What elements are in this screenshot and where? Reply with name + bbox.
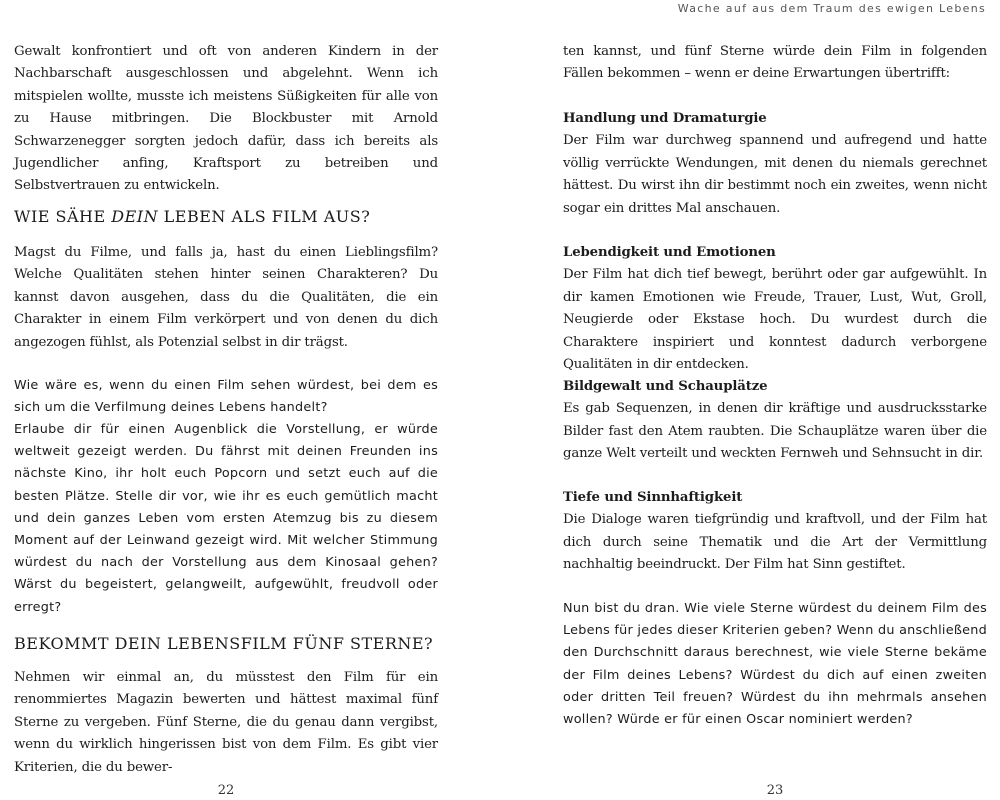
exercise-visualization: Erlaube dir für einen Augenblick die Vorstellung, er würde weltweit gezeigt werden. Du fährst mit deinen Freunden ins nächste Kino, ihr holt euch Popcorn und setzt euch auf die besten Plätze. Stelle dir vor, wie ihr es euch gemütlich macht und dein ganzes Leben vom ersten Atemzug bis zu diesem Moment auf der Leinwand gezeigt wird. Mit welcher Stimmung würdest du nach der Vorstellung aus dem Kinosaal gehen? Wärst du begeistert, gelangweilt, aufgewühlt, freudvoll oder erregt? [14,422,438,615]
section-heading-film [14,207,438,226]
page-number-right: 23 [766,783,784,798]
intro-paragraph: Gewalt konfrontiert und oft von anderen Kindern in der Nachbarschaft ausgeschlossen und abgelehnt. Wenn ich mitspielen wollte, musste ich meistens Süßigkeiten für alle von zu Hause mitbringen. Die Blockbuster mit Arnold Schwarzenegger sorgten jedoch dafür, dass ich bereits als Jugendlicher anfing, Kraftsport zu betreiben und Selbstvertrauen zu entwickeln. [14,44,438,194]
heading-emphasis: DEIN [111,207,159,226]
section-heading-stars: BEKOMMT DEIN LEBENSFILM FÜNF STERNE? [14,634,434,653]
criterion-plot [563,108,987,220]
criterion-title: Bildgewalt und Schauplätze [563,379,768,394]
film-question-paragraph: Magst du Filme, und falls ja, hast du einen Lieblingsfilm? Welche Qualitäten stehen hinter seinen Charakteren? Du kannst davon ausgehen, dass du die Qualitäten, die ein Charakter in einem Film verkörpert und von denen du dich angezogen fühlst, als Potenzial selbst in dir trägst. [14,245,438,350]
heading-part-1: WIE SÄHE [14,207,112,226]
criterion-text: Der Film hat dich tief bewegt, berührt oder gar aufgewühlt. In dir kamen Emotionen wie Freude, Trauer, Lust, Wut, Groll, Neugierde oder Ekstase hoch. Du wurdest durch die Charaktere inspiriert und konntest dadurch verborgene Qualitäten in dir entdecken. [563,267,987,373]
criterion-text: Der Film war durchweg spannend und aufregend und hatte völlig verrückte Wendungen, mit denen du niemals gerechnet hättest. Du wirst ihn dir bestimmt noch ein zweites, wenn nicht sogar ein drittes Mal anschauen. [563,133,987,216]
rating-intro-paragraph: Nehmen wir einmal an, du müsstest den Film für ein renommiertes Magazin bewerten und hättest maximal fünf Sterne zu vergeben. Fünf Sterne, die du genau dann vergibst, wenn du wirklich hingerissen bist von dem Film. Es gibt vier Kriterien, die du bewer- [14,670,438,775]
exercise-question: Wie wäre es, wenn du einen Film sehen würdest, bei dem es sich um die Verfilmung deines Lebens handelt? [14,378,438,416]
page-number-left: 22 [217,783,235,798]
running-head: Wache auf aus dem Traum des ewigen Lebens [677,2,986,15]
criterion-visuals [563,376,987,466]
heading-part-2: LEBEN ALS FILM AUS? [158,207,371,226]
criterion-title: Handlung und Dramaturgie [563,111,767,126]
right-page [563,0,987,800]
criterion-text: Es gab Sequenzen, in denen dir kräftige und ausdrucksstarke Bilder fast den Atem raubten. Die Schauplätze waren über die ganze Welt verteilt und weckten Fernweh und Sehnsucht in dir. [563,401,987,462]
criterion-depth [563,487,987,577]
criterion-emotion [563,242,987,376]
criterion-text: Die Dialoge waren tiefgründig und kraftvoll, und der Film hat dich durch seine Thematik und die Art der Vermittlung nachhaltig beeindruckt. Der Film hat Sinn gestiftet. [563,512,987,573]
left-page [14,0,438,800]
criterion-title: Tiefe und Sinnhaftigkeit [563,490,743,505]
rating-exercise: Nun bist du dran. Wie viele Sterne würdest du deinem Film des Lebens für jedes dieser Kriterien geben? Wenn du anschließend den Durchschnitt daraus berechnest, wie viele Sterne bekäme der Film deines Lebens? Würdest du dich auf einen zweiten oder dritten Teil freuen? Würdest du ihn mehrmals ansehen wollen? Würde er für einen Oscar nominiert werden? [563,601,987,728]
continuation-paragraph: ten kannst, und fünf Sterne würde dein Film in folgenden Fällen bekommen – wenn er deine Erwartungen übertrifft: [563,44,987,82]
criterion-title: Lebendigkeit und Emotionen [563,245,776,260]
